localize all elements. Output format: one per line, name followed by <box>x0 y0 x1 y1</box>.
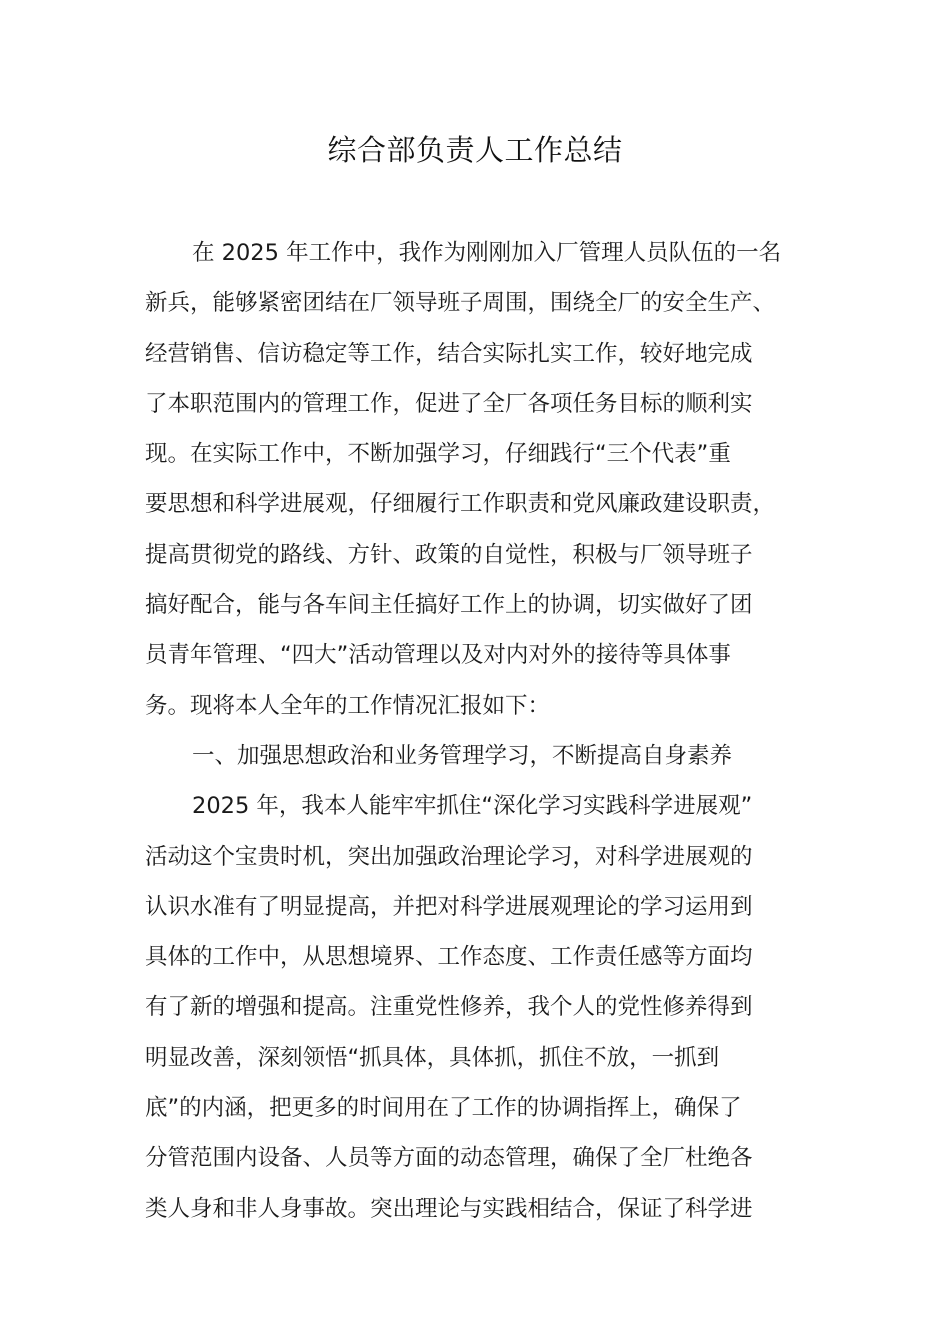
paragraph-line: 经营销售、信访稳定等工作，结合实际扎实工作，较好地完成 <box>145 340 753 367</box>
paragraph-line: 明显改善，深刻领悟“抓具体，具体抓，抓住不放，一抓到 <box>145 1044 720 1071</box>
paragraph-line: 类人身和非人身事故。突出理论与实践相结合，保证了科学进 <box>145 1195 753 1222</box>
paragraph-line: 具体的工作中，从思想境界、工作态度、工作责任感等方面均 <box>145 944 753 971</box>
paragraph-line: 提高贯彻党的路线、方针、政策的自觉性，积极与厂领导班子 <box>145 541 753 568</box>
paragraph-line: 认识水准有了明显提高，并把对科学进展观理论的学习运用到 <box>145 893 753 920</box>
paragraph-line: 在 2025 年工作中，我作为刚刚加入厂管理人员队伍的一名 <box>192 240 782 266</box>
paragraph-line: 要思想和科学进展观，仔细履行工作职责和党风廉政建设职责， <box>145 491 776 518</box>
paragraph-line: 新兵，能够紧密团结在厂领导班子周围，围绕全厂的安全生产、 <box>145 290 776 317</box>
paragraph-line: 员青年管理、“四大”活动管理以及对内对外的接待等具体事 <box>145 642 731 669</box>
paragraph-line: 活动这个宝贵时机，突出加强政治理论学习，对科学进展观的 <box>145 843 753 870</box>
paragraph-line: 分管范围内设备、人员等方面的动态管理，确保了全厂杜绝各 <box>145 1145 753 1172</box>
paragraph-line: 2025 年，我本人能牢牢抓住“深化学习实践科学进展观” <box>192 793 753 820</box>
paragraph-line: 搞好配合，能与各车间主任搞好工作上的协调，切实做好了团 <box>145 592 753 619</box>
paragraph-line: 现。在实际工作中，不断加强学习，仔细践行“三个代表”重 <box>145 441 731 468</box>
paragraph-line: 底”的内涵，把更多的时间用在了工作的协调指挥上，确保了 <box>145 1095 742 1122</box>
paragraph-line: 有了新的增强和提高。注重党性修养，我个人的党性修养得到 <box>145 994 753 1021</box>
document-body <box>145 228 810 1234</box>
document-title: 综合部负责人工作总结 <box>327 133 623 167</box>
paragraph-line: 了本职范围内的管理工作，促进了全厂各项任务目标的顺利实 <box>145 390 753 417</box>
section-heading: 一、加强思想政治和业务管理学习，不断提高自身素养 <box>192 742 733 769</box>
paragraph-line: 务。现将本人全年的工作情况汇报如下： <box>145 692 551 719</box>
